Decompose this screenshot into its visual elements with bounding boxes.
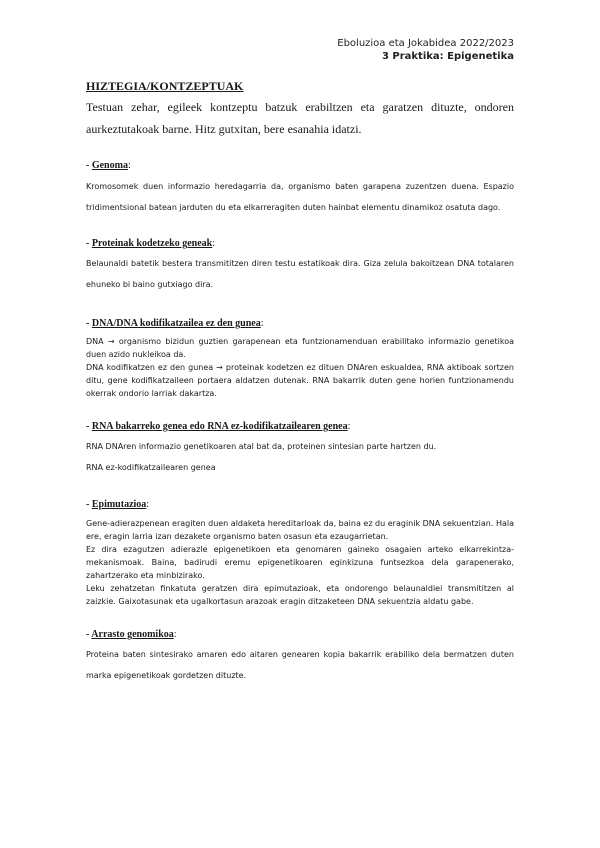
definition-paragraph: Ez dira ezagutzen adierazle epigenetikoen eta genomaren gaineko osagaien arteko elkarrekintza-mekanismoak. Baina, badirudi eremu epigenetikoaren eginkizuna funtsezkoa dela garapenerako, zahartzerako eta minbizirako. bbox=[86, 545, 514, 580]
term-name: RNA bakarreko genea edo RNA ez-kodifikatzailearen genea bbox=[91, 421, 348, 432]
term-colon: : bbox=[127, 160, 131, 171]
definition-paragraph: Kromosomek duen informazio heredagarria da, organismo baten garapena zuzentzen duena. Espazio tridimentsional batean jarduten du eta elkarreragiten duten hainbat elementu dinamikoz osatuta dago. bbox=[86, 182, 514, 212]
term-name: Epimutazioa bbox=[91, 499, 147, 510]
definition-paragraph: RNA DNAren informazio genetikoaren atal bat da, proteinen sintesian parte hartzen du. bbox=[86, 442, 437, 451]
course-label: Eboluzioa eta Jokabidea 2022/2023 bbox=[337, 38, 514, 49]
term-dash: - bbox=[86, 318, 92, 329]
definition-paragraph: Leku zehatzetan finkatuta geratzen dira epimutazioak, eta ondorengo belaunaldiei transmititzen al zaizkie. Gaixotasunak eta ugalkortasun arazoak eragin ditzaketeen DNA sekuentzia aldatu gabe. bbox=[86, 584, 514, 606]
term-heading bbox=[86, 498, 514, 511]
term-dash: - bbox=[86, 421, 92, 432]
term-colon: : bbox=[347, 421, 351, 432]
term-colon: : bbox=[260, 318, 264, 329]
practice-label: 3 Praktika: Epigenetika bbox=[381, 51, 514, 62]
intro-paragraph: Testuan zehar, egileek kontzeptu batzuk erabiltzen eta garatzen dituzte, ondoren aurkeztutakoak barne. Hitz gutxitan, bere esanahia idatzi. bbox=[86, 100, 514, 136]
term-dna bbox=[86, 317, 514, 400]
term-epimutazioa bbox=[86, 498, 514, 608]
definition-paragraph: Belaunaldi batetik bestera transmititzen diren testu estatikoak dira. Giza zelula bakoitzean DNA totalaren ehuneko bi baino gutxiago dira. bbox=[86, 259, 514, 289]
term-heading bbox=[86, 317, 514, 330]
term-name: DNA/DNA kodifikatzailea ez den gunea bbox=[91, 318, 261, 329]
term-colon: : bbox=[146, 499, 150, 510]
term-definition bbox=[86, 644, 514, 686]
term-dash: - bbox=[86, 238, 92, 249]
term-rna bbox=[86, 420, 514, 478]
term-dash: - bbox=[86, 629, 92, 640]
definition-paragraph: Proteina baten sintesirako amaren edo aitaren genearen kopia bakarrik erabiliko dela bermatzen duten marka epigenetikoak gordetzen dituzte. bbox=[86, 650, 514, 680]
term-colon: : bbox=[173, 629, 177, 640]
page-title: HIZTEGIA/KONTZEPTUAK bbox=[86, 79, 244, 93]
term-heading bbox=[86, 159, 514, 172]
term-name: Proteinak kodetzeko geneak bbox=[91, 238, 213, 249]
term-heading bbox=[86, 237, 514, 250]
term-definition bbox=[86, 335, 514, 400]
term-definition bbox=[86, 517, 514, 608]
definition-paragraph: DNA kodifikatzen ez den gunea → proteinak kodetzen ez dituen DNAren eskualdea, RNA aktiboak sortzen ditu, gene kodifikatzaileen portaera aldatzen dutenak. RNA bakarrik duten gene horien funtzionamendu okerrak ondorio larriak dakartza. bbox=[86, 363, 514, 398]
term-proteinak-kodetzeko-geneak bbox=[86, 237, 514, 295]
term-dash: - bbox=[86, 499, 92, 510]
term-name: Genoma bbox=[91, 160, 128, 171]
term-arrasto-genomikoa bbox=[86, 628, 514, 686]
definition-paragraph: DNA → organismo bizidun guztien garapenean eta funtzionamenduan erabilitako informazio genetikoa duen azido nukleikoa da. bbox=[86, 337, 514, 359]
definition-paragraph: RNA ez-kodifikatzailearen genea bbox=[86, 463, 216, 472]
definition-paragraph: Gene-adierazpenean eragiten duen aldaketa hereditarioak da, baina ez du eraginik DNA sekuentzian. Hala ere, eragin larria izan dezakete organismo baten osasun eta ezaugarrietan. bbox=[86, 519, 514, 541]
term-name: Arrasto genomikoa bbox=[91, 629, 174, 640]
document-body bbox=[86, 78, 514, 686]
term-definition bbox=[86, 253, 514, 295]
document-header bbox=[337, 37, 514, 63]
term-heading bbox=[86, 628, 514, 641]
term-definition bbox=[86, 176, 514, 218]
term-definition bbox=[86, 436, 514, 478]
term-colon: : bbox=[212, 238, 215, 249]
term-heading bbox=[86, 420, 514, 433]
term-genoma bbox=[86, 159, 514, 218]
term-dash: - bbox=[86, 160, 92, 171]
